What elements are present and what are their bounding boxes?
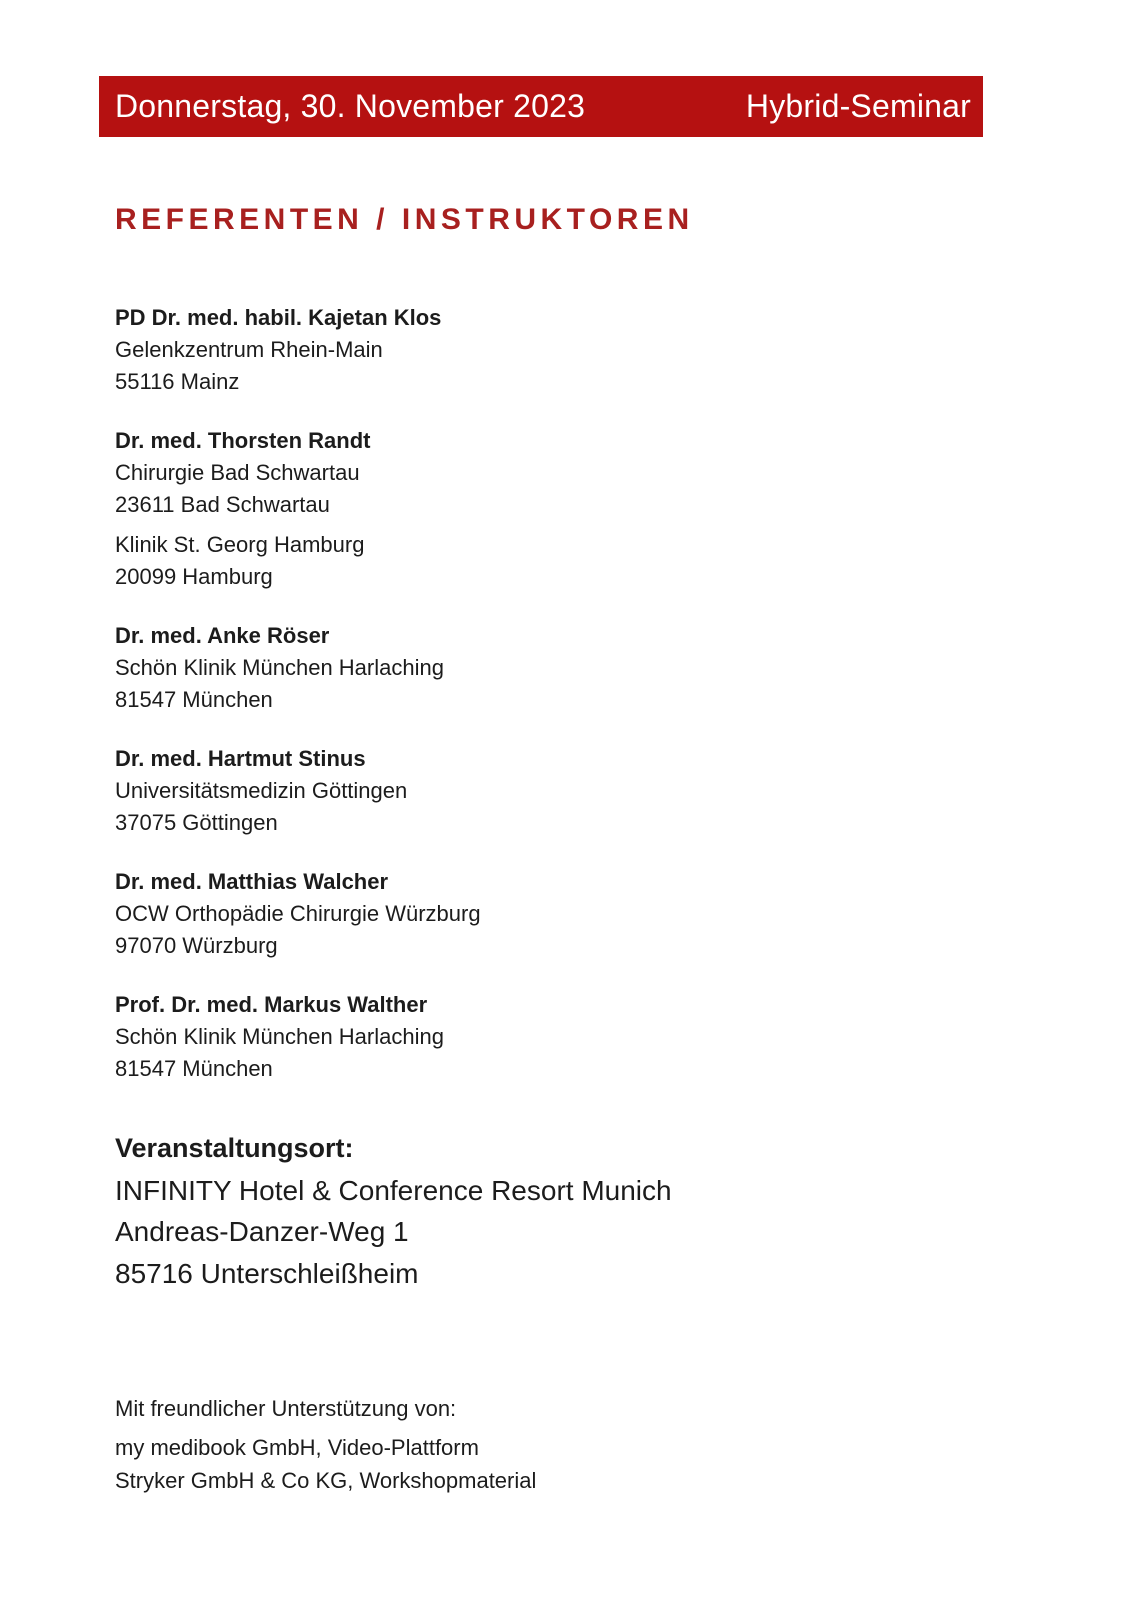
affiliation-city: 55116 Mainz — [115, 369, 240, 394]
speaker-affiliation — [115, 334, 441, 398]
speaker-affiliation — [115, 775, 407, 839]
support-intro: Mit freundlicher Unterstützung von: — [115, 1396, 457, 1421]
affiliation-city: 20099 Hamburg — [115, 564, 273, 589]
speaker-name: Dr. med. Anke Röser — [115, 623, 330, 648]
affiliation-city: 23611 Bad Schwartau — [115, 492, 330, 517]
speaker-name: Dr. med. Matthias Walcher — [115, 869, 389, 894]
support-block — [115, 1393, 536, 1497]
affiliation-city: 81547 München — [115, 1056, 273, 1081]
affiliation-institution: Klinik St. Georg Hamburg — [115, 532, 365, 557]
affiliation-city: 37075 Göttingen — [115, 810, 278, 835]
venue-name: INFINITY Hotel & Conference Resort Munich — [115, 1174, 672, 1206]
affiliation-institution: OCW Orthopädie Chirurgie Würzburg — [115, 901, 481, 926]
speaker-entry — [115, 989, 444, 1085]
speaker-entry — [115, 866, 481, 962]
sponsor-line: my medibook GmbH, Video-Plattform — [115, 1435, 479, 1460]
speaker-entry — [115, 620, 444, 716]
affiliation-city: 97070 Würzburg — [115, 933, 278, 958]
speaker-affiliation — [115, 1021, 444, 1085]
event-format: Hybrid-Seminar — [745, 88, 971, 124]
speaker-name: Dr. med. Hartmut Stinus — [115, 746, 366, 771]
affiliation-institution: Universitätsmedizin Göttingen — [115, 778, 408, 803]
speaker-affiliation — [115, 529, 370, 593]
affiliation-institution: Gelenkzentrum Rhein-Main — [115, 337, 383, 362]
affiliation-institution: Schön Klinik München Harlaching — [115, 1024, 444, 1049]
venue-city: 85716 Unterschleißheim — [115, 1257, 419, 1289]
affiliation-city: 81547 München — [115, 687, 273, 712]
venue-block — [115, 1128, 672, 1294]
speaker-name: Dr. med. Thorsten Randt — [115, 428, 371, 453]
event-date: Donnerstag, 30. November 2023 — [115, 88, 586, 124]
speaker-affiliation — [115, 652, 444, 716]
venue-street: Andreas-Danzer-Weg 1 — [115, 1216, 409, 1247]
speaker-entry — [115, 425, 370, 593]
speaker-name: Prof. Dr. med. Markus Walther — [115, 992, 428, 1017]
section-title: REFERENTEN / INSTRUKTOREN — [115, 203, 694, 236]
speaker-affiliation — [115, 898, 481, 962]
speaker-affiliation — [115, 457, 370, 521]
speaker-entry — [115, 302, 441, 398]
speaker-entry — [115, 743, 407, 839]
affiliation-institution: Schön Klinik München Harlaching — [115, 655, 444, 680]
venue-label: Veranstaltungsort: — [115, 1133, 354, 1163]
header-bar — [99, 76, 983, 137]
sponsor-line: Stryker GmbH & Co KG, Workshopmaterial — [115, 1468, 537, 1493]
speaker-name: PD Dr. med. habil. Kajetan Klos — [115, 305, 442, 330]
affiliation-institution: Chirurgie Bad Schwartau — [115, 460, 360, 485]
